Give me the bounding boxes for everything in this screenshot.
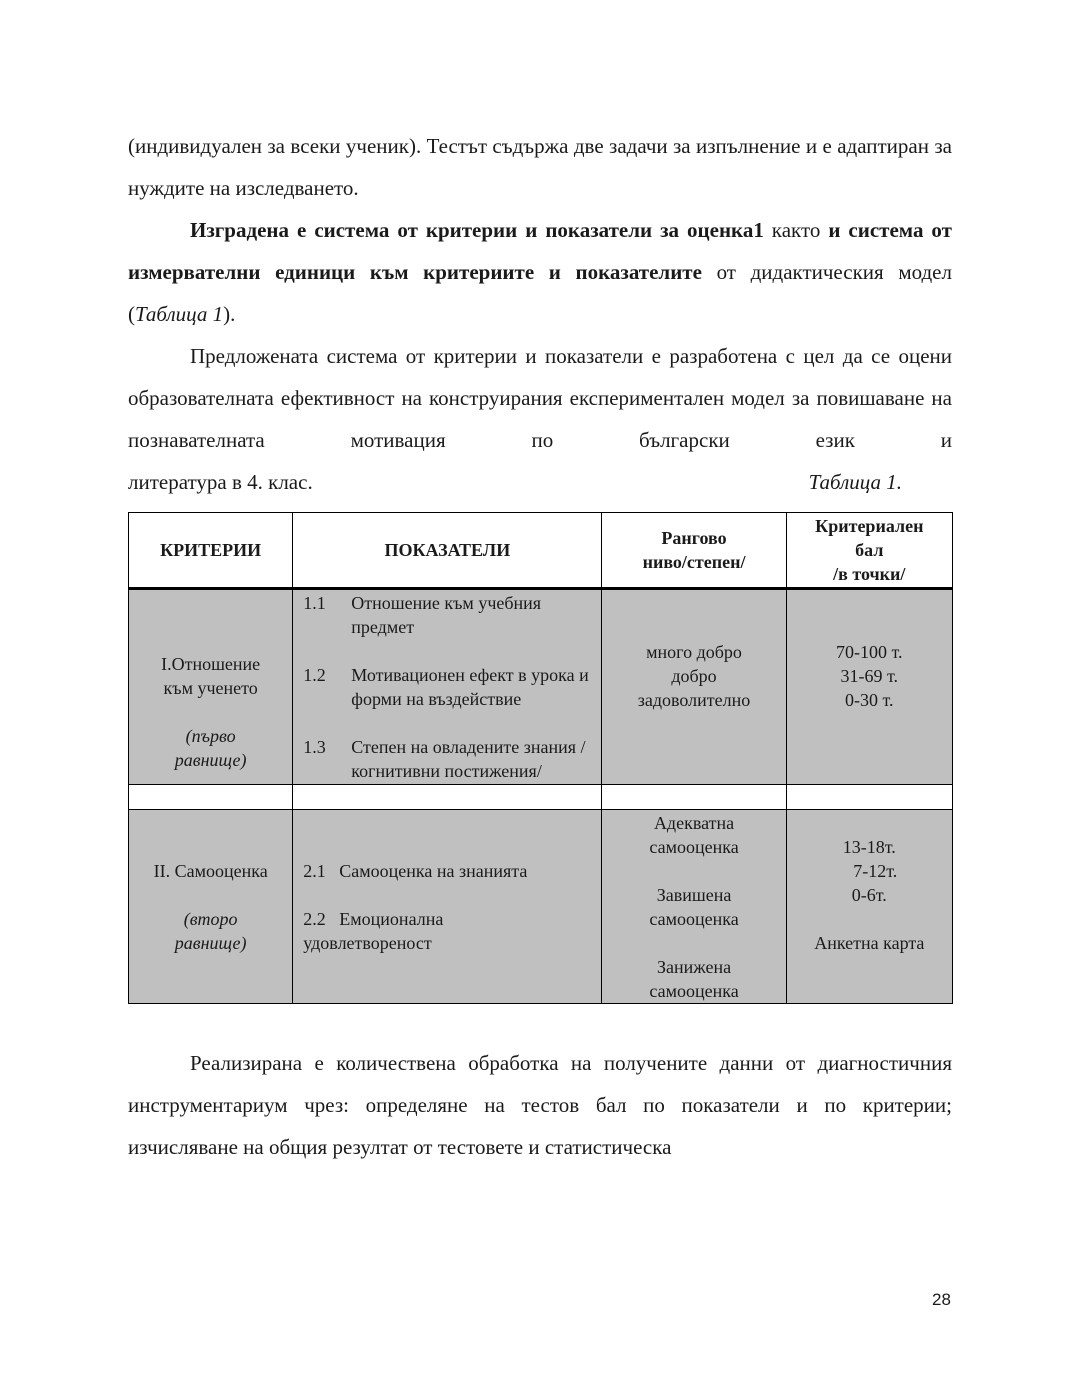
row2-level-line-2: равнище): [174, 933, 247, 953]
paragraph-2-bold-2: и система от измервателни единици към критериите и показателите: [128, 218, 952, 284]
row2-level-lowered-2: самооценка: [649, 981, 739, 1001]
table-row-2: [129, 810, 953, 1004]
row1-criterion-line-1: І.Отношение: [161, 654, 261, 674]
row2-score-4: Анкетна карта: [814, 933, 925, 953]
paragraph-3: Предложената система от критерии и показатели е разработена с цел да се оцени образователната ефективност на конструирания експериментален модел за повишаване на познавателната мотивация по български език и: [128, 344, 952, 452]
spacer-cell-1: [129, 785, 293, 810]
header-score-line-2: бал: [855, 540, 884, 560]
row1-level-satisfactory: задоволително: [637, 690, 751, 710]
indicator-1-3-text: Степен на овладените знания /когнитивни постижения/: [351, 737, 586, 781]
row2-criterion: [129, 810, 293, 1004]
indicator-2-2-line-1: 2.2 Емоционална: [303, 909, 444, 929]
spacer-cell-3: [602, 785, 786, 810]
indicator-1-1-text: Отношение към учебния предмет: [351, 593, 542, 637]
row1-level-very-good: много добро: [646, 642, 742, 662]
row2-level-inflated-1: Завишена: [656, 885, 732, 905]
header-rank-line-1: Рангово: [661, 528, 727, 548]
header-rank-level: [602, 513, 786, 589]
row1-indicators: [293, 589, 602, 785]
paragraph-3-ending: литература в 4. клас.: [128, 470, 313, 494]
row1-criterion-line-2: към ученето: [163, 678, 258, 698]
indicator-1-1: [293, 591, 601, 639]
paragraph-4: Реализирана е количествена обработка на получените данни от диагностичния инструментариум чрез: определяне на тестов бал по показатели и по критерии; изчисляване на общия резултат от тестовете и статистическа: [128, 1051, 952, 1159]
paragraph-2-table-ref: Таблица 1: [135, 302, 224, 326]
indicator-1-3: [293, 735, 601, 783]
criteria-table: [128, 512, 953, 1004]
row2-level-adequate-2: самооценка: [649, 837, 739, 857]
table-spacer-row: [129, 785, 953, 810]
row1-level-good: добро: [671, 666, 717, 686]
indicator-1-2: [293, 663, 601, 711]
row2-rank-levels: [602, 810, 786, 1004]
header-criterion-score: [786, 513, 952, 589]
row1-scores: [786, 589, 952, 785]
row2-score-2: 7-12т.: [853, 861, 898, 881]
row1-score-3: 0-30 т.: [845, 690, 894, 710]
row1-rank-levels: [602, 589, 786, 785]
header-criteria: КРИТЕРИИ: [129, 513, 293, 589]
header-rank-line-2: ниво/степен/: [642, 552, 746, 572]
row2-level-lowered-1: Занижена: [656, 957, 732, 977]
indicator-1-2-number: 1.2: [303, 665, 326, 685]
indicator-2-1: 2.1 Самооценка на знанията: [303, 861, 528, 881]
page-number: 28: [932, 1290, 951, 1309]
indicator-1-2-text: Мотивационен ефект в урока и форми на въздействие: [351, 665, 589, 709]
table-row-1: [129, 589, 953, 785]
paragraph-3-last-line: [128, 461, 952, 503]
paragraph-2-text-1: както: [763, 218, 829, 242]
row2-criterion-line-1: ІІ. Самооценка: [153, 861, 268, 881]
paragraph-2-text-3: ).: [223, 302, 236, 326]
row1-level-line-1: (първо: [185, 726, 236, 746]
row2-scores: [786, 810, 952, 1004]
paragraph-2: [128, 209, 952, 335]
row2-level-line-1: (второ: [183, 909, 238, 929]
row2-indicators: [293, 810, 602, 1004]
row1-level-line-2: равнище): [174, 750, 247, 770]
paragraph-1: (индивидуален за всеки ученик). Тестът съдържа две задачи за изпълнение и е адаптиран за нуждите на изследването.: [128, 134, 952, 200]
row2-level-inflated-2: самооценка: [649, 909, 739, 929]
row1-score-1: 70-100 т.: [836, 642, 903, 662]
row2-score-1: 13-18т.: [842, 837, 896, 857]
row2-level-adequate-1: Адекватна: [653, 813, 735, 833]
header-score-line-1: Критериален: [815, 516, 924, 536]
paragraph-2-text-2: от дидактическия модел (: [128, 260, 952, 326]
page-body: [128, 125, 952, 1168]
row1-score-2: 31-69 т.: [840, 666, 899, 686]
indicator-1-3-number: 1.3: [303, 737, 326, 757]
indicator-1-1-number: 1.1: [303, 593, 326, 613]
row1-criterion: [129, 589, 293, 785]
indicator-2-2-line-2: удовлетвореност: [303, 933, 432, 953]
spacer-cell-2: [293, 785, 602, 810]
table-caption: Таблица 1.: [808, 470, 902, 494]
spacer-cell-4: [786, 785, 952, 810]
paragraph-2-bold-1: Изградена е система от критерии и показатели за оценка1: [190, 218, 764, 242]
table-header-row: [129, 513, 953, 589]
row2-score-3: 0-6т.: [851, 885, 887, 905]
header-score-line-3: /в точки/: [833, 564, 906, 584]
header-indicators: ПОКАЗАТЕЛИ: [293, 513, 602, 589]
